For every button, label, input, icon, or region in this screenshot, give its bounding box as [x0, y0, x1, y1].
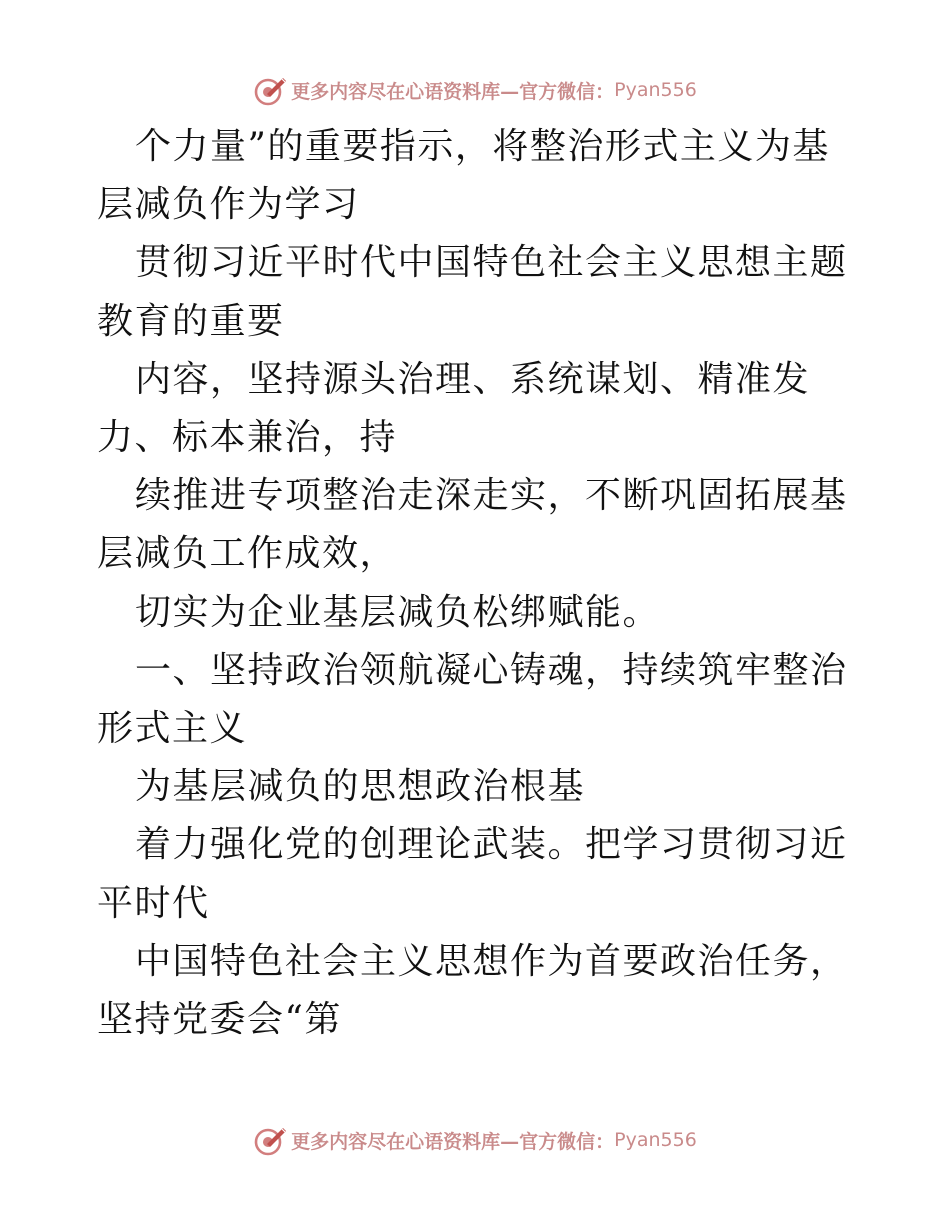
paragraph: 着力强化党的创理论武装。把学习贯彻习近平时代: [97, 824, 848, 924]
footer-contact: Pyan556: [614, 1129, 697, 1151]
paragraph: 个力量”的重要指示，将整治形式主义为基层减负作为学习: [97, 126, 830, 226]
footer-banner-text: 更多内容尽在心语资料库—官方微信：: [291, 1130, 615, 1153]
section-heading-cont: 为基层减负的思想政治根基: [135, 766, 586, 808]
paragraph: 切实为企业基层减负松绑赋能。: [135, 591, 661, 633]
paragraph: 续推进专项整治走深走实，不断巩固拓展基层减负工作成效，: [97, 475, 848, 575]
pen-logo-icon: [253, 73, 287, 107]
header-banner-text: 更多内容尽在心语资料库—官方微信：: [291, 80, 615, 103]
paragraph: 贯彻习近平时代中国特色社会主义思想主题教育的重要: [97, 242, 848, 342]
header-contact: Pyan556: [614, 79, 697, 101]
footer-banner: [0, 1122, 950, 1158]
section-heading: 一、坚持政治领航凝心铸魂，持续筑牢整治形式主义: [97, 649, 848, 750]
paragraph: 内容，坚持源头治理、系统谋划、精准发力、标本兼治，持: [97, 358, 811, 459]
document-body: [97, 118, 857, 1049]
header-banner: [0, 72, 950, 108]
pen-logo-icon: [253, 1123, 287, 1157]
paragraph: 中国特色社会主义思想作为首要政治任务，坚持党委会“第: [97, 940, 848, 1041]
